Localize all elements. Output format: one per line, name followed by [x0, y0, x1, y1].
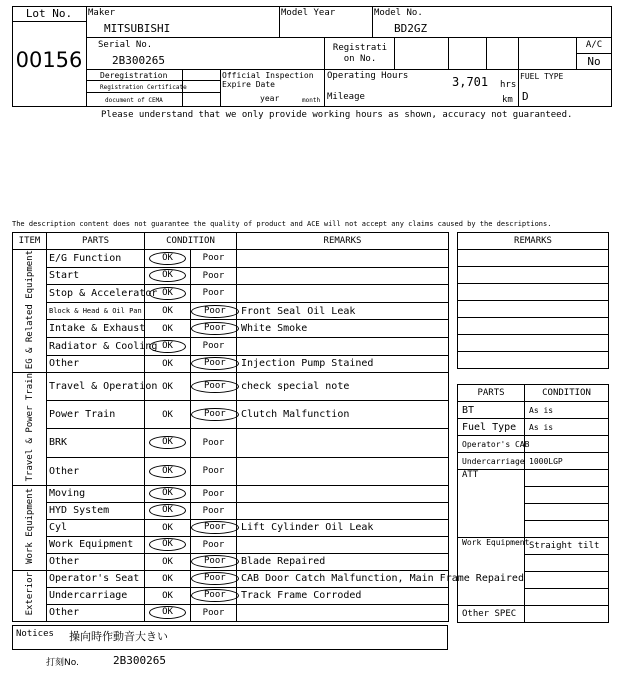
ok-option: OK — [162, 522, 173, 533]
disclaimer: The description content does not guarantee the quality of product and ACE will not accept any claims caused by the descriptions. — [12, 220, 552, 228]
right-remark-row — [458, 301, 609, 318]
right-remarks-table — [457, 232, 609, 369]
remark-cell: Blade Repaired — [237, 553, 449, 570]
item-group-text: Exterior — [24, 572, 35, 616]
ok-circled: OK — [149, 252, 186, 265]
poor-cell — [191, 519, 237, 536]
header-block — [12, 6, 612, 107]
ac-label: A/C — [585, 40, 603, 50]
ok-circled: OK — [149, 487, 186, 500]
part-name: Stop & Accelerator — [47, 285, 145, 303]
km-label: km — [502, 95, 513, 105]
right-remark-row — [458, 267, 609, 284]
right-remark-row — [458, 335, 609, 352]
ok-circled: OK — [149, 465, 186, 478]
remark-cell — [237, 485, 449, 502]
ok-cell — [145, 355, 191, 373]
poor-option: Poor — [202, 437, 225, 448]
condition-row — [13, 429, 449, 457]
part-name: Undercarriage — [47, 587, 145, 604]
ok-cell — [145, 302, 191, 320]
part-name: Travel & Operation — [47, 373, 145, 401]
work-equipment-row — [525, 572, 609, 589]
part-name: Radiator & Cooling — [47, 337, 145, 355]
serial-value: 2B300265 — [112, 54, 165, 67]
hrs-label: hrs — [500, 80, 517, 90]
remark-cell: White Smoke — [237, 320, 449, 338]
ok-cell — [145, 337, 191, 355]
col-condition: CONDITION — [145, 233, 237, 250]
poor-cell — [191, 604, 237, 621]
poor-cell — [191, 337, 237, 355]
ok-circled: OK — [149, 287, 186, 300]
poor-circled: Poor — [191, 380, 239, 393]
part-name: Other — [47, 457, 145, 485]
mileage-label: Mileage — [327, 92, 365, 102]
ok-cell — [145, 587, 191, 604]
right-remark-row — [458, 250, 609, 267]
hours-notice: Please understand that we only provide working hours as shown, accuracy not guaranteed. — [101, 110, 573, 120]
ok-option: OK — [162, 590, 173, 601]
poor-circled: Poor — [191, 408, 239, 421]
item-group-text: EG & Related Equipment — [24, 250, 35, 370]
bt-value: As is — [525, 402, 609, 419]
poor-cell — [191, 587, 237, 604]
col-item: ITEM — [13, 233, 47, 250]
condition-row — [13, 337, 449, 355]
part-name: Other — [47, 553, 145, 570]
condition-row — [13, 553, 449, 570]
poor-option: Poor — [202, 253, 225, 264]
condition-row — [13, 285, 449, 303]
bt-label: BT — [458, 402, 525, 419]
remark-cell: Front Seal Oil Leak — [237, 302, 449, 320]
stamp-label: 打刻No. — [46, 658, 79, 668]
condition-row — [13, 570, 449, 587]
other-spec-value — [525, 606, 609, 623]
ok-cell — [145, 320, 191, 338]
col-remarks: REMARKS — [237, 233, 449, 250]
work-equipment-row — [525, 555, 609, 572]
ok-option: OK — [162, 556, 173, 567]
year-label: year — [260, 94, 280, 103]
condition-row — [13, 485, 449, 502]
condition-row — [13, 519, 449, 536]
part-name: Moving — [47, 485, 145, 502]
model-no-value: BD2GZ — [394, 22, 428, 35]
att-label: ATT — [458, 470, 525, 538]
part-name: Work Equipment — [47, 536, 145, 553]
att-row — [525, 521, 609, 538]
part-name: E/G Function — [47, 250, 145, 268]
part-name: Power Train — [47, 401, 145, 429]
right-remark-row — [458, 352, 609, 369]
maker-value: MITSUBISHI — [104, 22, 171, 35]
condition-row — [13, 320, 449, 338]
poor-option: Poor — [202, 341, 225, 352]
poor-cell — [191, 302, 237, 320]
stamp-value: 2B300265 — [113, 654, 166, 667]
remark-cell: Lift Cylinder Oil Leak — [237, 519, 449, 536]
notices-text: 操向時作動音大きい — [69, 630, 168, 643]
condition-row — [13, 604, 449, 621]
operators-cab-value — [525, 436, 609, 453]
att-row — [525, 504, 609, 521]
serial-label: Serial No. — [98, 40, 153, 50]
ok-cell — [145, 485, 191, 502]
remark-cell: Injection Pump Stained — [237, 355, 449, 373]
work-equipment-label: Work Equipment — [458, 538, 525, 606]
remark-cell — [237, 337, 449, 355]
poor-cell — [191, 401, 237, 429]
ok-cell — [145, 570, 191, 587]
operating-hours-label: Operating Hours — [327, 71, 409, 81]
notices-box — [12, 625, 448, 650]
remark-cell — [237, 429, 449, 457]
part-name: Intake & Exhaust — [47, 320, 145, 338]
part-name: Block & Head & Oil Pan — [47, 302, 145, 320]
cema-document-label: document of CEMA — [105, 97, 163, 104]
remark-cell — [237, 502, 449, 519]
work-equipment-value: Straight tilt — [525, 538, 609, 555]
item-group-text: Work Equipment — [24, 488, 35, 565]
remark-cell — [237, 250, 449, 268]
right-remark-row — [458, 318, 609, 335]
remark-cell: Clutch Malfunction — [237, 401, 449, 429]
fuel-type-row-value: As is — [525, 419, 609, 436]
maker-label: Maker — [88, 8, 116, 18]
item-group-text: Travel & Power Train — [24, 373, 35, 482]
condition-row — [13, 536, 449, 553]
poor-cell — [191, 485, 237, 502]
item-group-label — [13, 570, 47, 621]
right-col-parts: PARTS — [458, 385, 525, 402]
ok-circled: OK — [149, 538, 186, 551]
poor-cell — [191, 553, 237, 570]
condition-row — [13, 401, 449, 429]
poor-circled: Poor — [191, 305, 239, 318]
right-remark-row — [458, 284, 609, 301]
ok-cell — [145, 519, 191, 536]
poor-circled: Poor — [191, 589, 239, 602]
poor-option: Poor — [202, 488, 225, 499]
poor-cell — [191, 536, 237, 553]
remark-cell — [237, 285, 449, 303]
poor-cell — [191, 502, 237, 519]
condition-row — [13, 267, 449, 285]
ok-cell — [145, 429, 191, 457]
ok-circled: OK — [149, 606, 186, 619]
ok-option: OK — [162, 381, 173, 392]
item-group-label — [13, 485, 47, 570]
poor-circled: Poor — [191, 357, 239, 370]
remark-cell — [237, 267, 449, 285]
poor-option: Poor — [202, 607, 225, 618]
ac-value: No — [587, 55, 601, 68]
ok-cell — [145, 457, 191, 485]
ok-cell — [145, 502, 191, 519]
condition-row — [13, 587, 449, 604]
model-no-label: Model No. — [374, 8, 423, 18]
ok-option: OK — [162, 409, 173, 420]
item-group-label — [13, 373, 47, 485]
poor-cell — [191, 429, 237, 457]
poor-option: Poor — [202, 539, 225, 550]
condition-row — [13, 302, 449, 320]
condition-row — [13, 355, 449, 373]
ok-option: OK — [162, 358, 173, 369]
registration-certificate-label: Registration Certificate — [100, 84, 187, 91]
poor-option: Poor — [202, 505, 225, 516]
part-name: BRK — [47, 429, 145, 457]
official-inspection-label: Official Inspection Expire Date — [222, 71, 314, 89]
ok-cell — [145, 536, 191, 553]
right-col-condition: CONDITION — [525, 385, 609, 402]
part-name: Cyl — [47, 519, 145, 536]
poor-circled: Poor — [191, 521, 239, 534]
ok-option: OK — [162, 573, 173, 584]
col-parts: PARTS — [47, 233, 145, 250]
poor-circled: Poor — [191, 572, 239, 585]
other-spec-label: Other SPEC — [458, 606, 525, 623]
notices-label: Notices — [16, 629, 54, 639]
right-parts-table — [457, 384, 609, 623]
att-row — [525, 487, 609, 504]
ok-circled: OK — [149, 340, 186, 353]
remark-cell: check special note — [237, 373, 449, 401]
model-year-label: Model Year — [281, 8, 336, 18]
remark-cell: Track Frame Corroded — [237, 587, 449, 604]
condition-row — [13, 457, 449, 485]
condition-row — [13, 502, 449, 519]
fuel-type-row-label: Fuel Type — [458, 419, 525, 436]
part-name: HYD System — [47, 502, 145, 519]
item-group-label — [13, 250, 47, 373]
deregistration-label: Deregistration — [100, 71, 168, 80]
remark-cell — [237, 536, 449, 553]
part-name: Operator's Seat — [47, 570, 145, 587]
ok-option: OK — [162, 306, 173, 317]
condition-row — [13, 373, 449, 401]
poor-cell — [191, 250, 237, 268]
poor-cell — [191, 267, 237, 285]
ok-cell — [145, 604, 191, 621]
ok-cell — [145, 401, 191, 429]
work-equipment-row — [525, 589, 609, 606]
ok-circled: OK — [149, 504, 186, 517]
ok-circled: OK — [149, 269, 186, 282]
poor-circled: Poor — [191, 322, 239, 335]
poor-cell — [191, 285, 237, 303]
poor-option: Poor — [202, 270, 225, 281]
poor-circled: Poor — [191, 555, 239, 568]
poor-option: Poor — [202, 288, 225, 299]
remark-cell — [237, 457, 449, 485]
month-label: month — [302, 97, 321, 104]
poor-cell — [191, 355, 237, 373]
poor-cell — [191, 373, 237, 401]
lot-number: 00156 — [15, 48, 83, 72]
poor-cell — [191, 320, 237, 338]
ok-circled: OK — [149, 436, 186, 449]
undercarriage-value: 1000LGP — [525, 453, 609, 470]
undercarriage-label: Undercarriage — [458, 453, 525, 470]
condition-row — [13, 250, 449, 268]
registration-label: Registrati on No. — [332, 43, 388, 64]
lot-no-label: Lot No. — [25, 7, 73, 20]
poor-option: Poor — [202, 466, 225, 477]
poor-cell — [191, 570, 237, 587]
ok-cell — [145, 250, 191, 268]
fuel-type-label: FUEL TYPE — [520, 72, 564, 81]
remark-cell: CAB Door Catch Malfunction, Main Frame Repaired — [237, 570, 449, 587]
ok-cell — [145, 553, 191, 570]
operating-hours-value: 3,701 — [452, 75, 489, 89]
ok-cell — [145, 267, 191, 285]
part-name: Other — [47, 355, 145, 373]
operators-cab-label: Operator's CAB — [458, 436, 525, 453]
part-name: Start — [47, 267, 145, 285]
ok-option: OK — [162, 323, 173, 334]
part-name: Other — [47, 604, 145, 621]
fuel-type-value: D — [522, 90, 529, 103]
att-row — [525, 470, 609, 487]
remark-cell — [237, 604, 449, 621]
ok-cell — [145, 285, 191, 303]
poor-cell — [191, 457, 237, 485]
right-remarks-title: REMARKS — [458, 233, 609, 250]
